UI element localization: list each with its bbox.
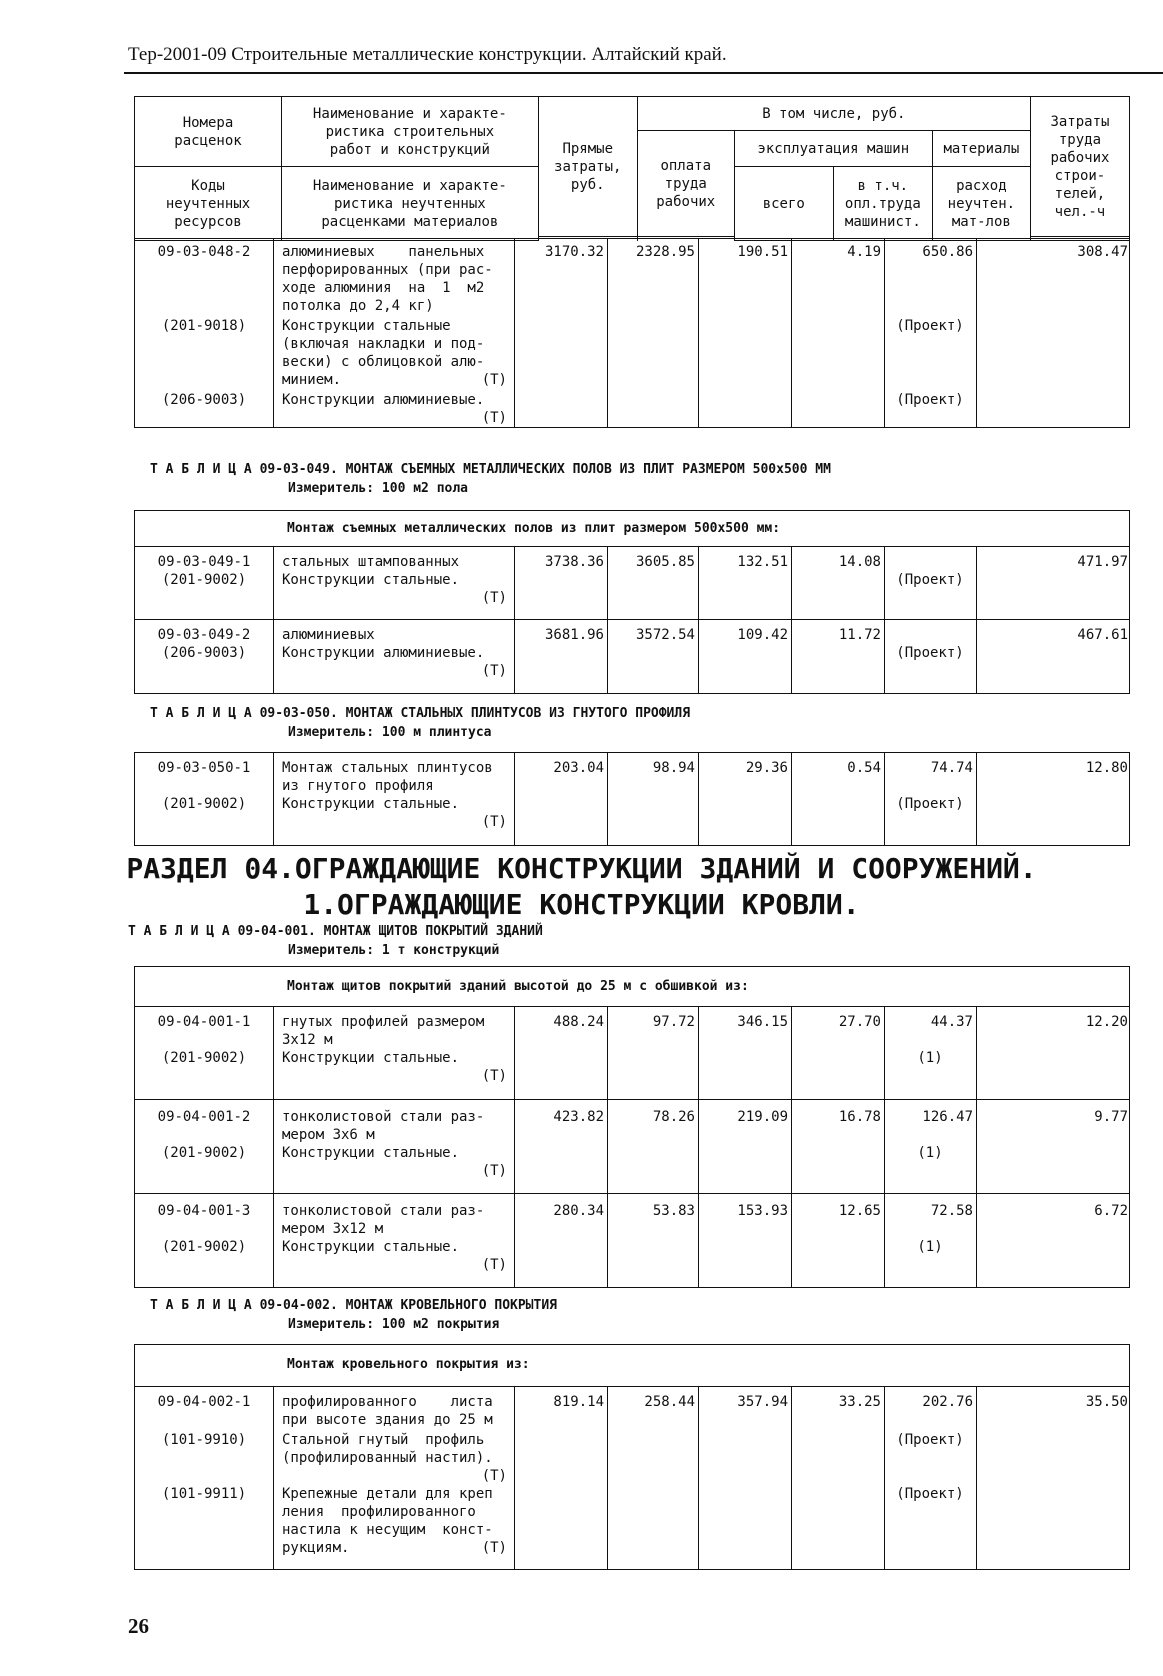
table-title: Т А Б Л И Ц А 09-03-049. МОНТАЖ СЪЕМНЫХ МЕТАЛЛИЧЕСКИХ ПОЛОВ ИЗ ПЛИТ РАЗМЕРОМ 500х500 ММ xyxy=(150,462,831,477)
materials-note: (Проект) xyxy=(896,572,964,588)
resource-desc: минием. xyxy=(282,372,342,388)
resource-desc: настила к несущим конст- xyxy=(282,1522,493,1538)
header-labor-payment: оплата труда рабочих xyxy=(637,131,734,237)
direct-costs: 3738.36 xyxy=(544,554,604,570)
machines-total: 29.36 xyxy=(745,760,788,776)
work-desc: алюминиевых панельных xyxy=(282,244,485,260)
labor-hours: 467.61 xyxy=(1077,627,1128,643)
type-mark: (Т) xyxy=(481,1068,507,1084)
resource-desc: Стальной гнутый профиль xyxy=(282,1432,485,1448)
table-row-09-04-001-2 xyxy=(134,1100,1130,1194)
resource-code: (201-9002) xyxy=(161,796,247,812)
header-material-name: Наименование и характе- ристика неучтенных расценками материалов xyxy=(282,167,539,241)
operator-labor: 0.54 xyxy=(847,760,881,776)
table-title: Т А Б Л И Ц А 09-04-001. МОНТАЖ ЩИТОВ ПОКРЫТИЙ ЗДАНИЙ xyxy=(128,924,543,939)
running-header: Тер-2001-09 Строительные металлические конструкции. Алтайский край. xyxy=(128,44,727,65)
work-desc: из гнутого профиля xyxy=(282,778,434,794)
rate-code: 09-03-048-2 xyxy=(157,244,251,260)
header-including: В том числе, руб. xyxy=(637,97,1030,131)
labor-hours: 12.20 xyxy=(1085,1014,1128,1030)
header-direct-costs: Прямые затраты, руб. xyxy=(538,97,637,237)
resource-code: (201-9018) xyxy=(161,318,247,334)
resource-code: (206-9003) xyxy=(161,392,247,408)
table-title: Т А Б Л И Ц А 09-04-002. МОНТАЖ КРОВЕЛЬНОГО ПОКРЫТИЯ xyxy=(150,1298,557,1313)
table-title: Т А Б Л И Ц А 09-03-050. МОНТАЖ СТАЛЬНЫХ ПЛИНТУСОВ ИЗ ГНУТОГО ПРОФИЛЯ xyxy=(150,706,691,721)
table-row-09-03-049-1 xyxy=(134,546,1130,620)
rate-code: 09-04-001-3 xyxy=(157,1203,251,1219)
operator-labor: 27.70 xyxy=(838,1014,881,1030)
resource-code: (201-9002) xyxy=(161,572,247,588)
table-row-09-04-001-3 xyxy=(134,1194,1130,1288)
resource-code: (206-9003) xyxy=(161,645,247,661)
work-desc: 3х12 м xyxy=(282,1032,333,1048)
type-mark: (Т) xyxy=(481,1163,507,1179)
type-mark: (Т) xyxy=(481,663,507,679)
resource-desc: вески) с облицовкой алю- xyxy=(282,354,485,370)
machines-total: 153.93 xyxy=(737,1203,788,1219)
resource-desc: Конструкции алюминиевые. xyxy=(282,645,485,661)
subheading-text: Монтаж кровельного покрытия из: xyxy=(287,1357,530,1372)
labor-payment: 3605.85 xyxy=(635,554,695,570)
materials-note: (Проект) xyxy=(896,796,964,812)
table-measure: Измеритель: 1 т конструкций xyxy=(288,943,500,958)
machines-total: 132.51 xyxy=(737,554,788,570)
materials-note: (Проект) xyxy=(896,318,964,334)
materials: 74.74 xyxy=(930,760,973,776)
materials-note: (Проект) xyxy=(896,392,964,408)
header-work-name: Наименование и характе- ристика строительных работ и конструкций xyxy=(282,97,539,167)
resource-code: (201-9002) xyxy=(161,1145,247,1161)
table-measure: Измеритель: 100 м2 пола xyxy=(288,481,469,496)
labor-payment: 2328.95 xyxy=(635,244,695,260)
operator-labor: 16.78 xyxy=(838,1109,881,1125)
materials-note: (Проект) xyxy=(896,645,964,661)
header-machine-operation: эксплуатация машин xyxy=(734,131,932,167)
resource-code: (201-9002) xyxy=(161,1239,247,1255)
table-measure: Измеритель: 100 м2 покрытия xyxy=(288,1317,500,1332)
work-desc: потолка до 2,4 кг) xyxy=(282,298,434,314)
type-mark: (Т) xyxy=(481,372,507,388)
resource-desc: (профилированный настил). xyxy=(282,1450,493,1466)
header-resource-codes: Коды неучтенных ресурсов xyxy=(135,167,282,241)
work-desc: тонколистовой стали раз- xyxy=(282,1109,485,1125)
subheading-text: Монтаж щитов покрытий зданий высотой до 25 м с обшивкой из: xyxy=(287,979,749,994)
table-measure: Измеритель: 100 м плинтуса xyxy=(288,725,492,740)
header-rate-numbers: Номера расценок xyxy=(135,97,282,167)
machines-total: 357.94 xyxy=(737,1394,788,1410)
work-desc: мером 3х6 м xyxy=(282,1127,375,1143)
materials-note: (1) xyxy=(917,1050,943,1066)
resource-desc: ления профилированного xyxy=(282,1504,476,1520)
header-materials: материалы xyxy=(932,131,1030,167)
header-labor-costs: Затраты труда рабочих строи- телей, чел.-ч xyxy=(1030,97,1129,237)
operator-labor: 33.25 xyxy=(838,1394,881,1410)
operator-labor: 4.19 xyxy=(847,244,881,260)
rate-code: 09-03-049-2 xyxy=(157,627,251,643)
rate-code: 09-03-050-1 xyxy=(157,760,251,776)
header-operator-labor: в т.ч. опл.труда машинист. xyxy=(833,167,932,241)
rate-code: 09-04-001-2 xyxy=(157,1109,251,1125)
machines-total: 219.09 xyxy=(737,1109,788,1125)
resource-desc: Конструкции стальные. xyxy=(282,1145,460,1161)
work-desc: ходе алюминия на 1 м2 xyxy=(282,280,485,296)
direct-costs: 819.14 xyxy=(553,1394,604,1410)
resource-code: (201-9002) xyxy=(161,1050,247,1066)
work-desc: стальных штампованных xyxy=(282,554,460,570)
header-machines-total: всего xyxy=(734,167,833,241)
labor-hours: 35.50 xyxy=(1085,1394,1128,1410)
type-mark: (Т) xyxy=(481,410,507,426)
materials: 650.86 xyxy=(922,244,973,260)
table-column-header-lower xyxy=(134,166,1130,241)
table-row-09-04-002-1 xyxy=(134,1386,1130,1570)
table-subheading xyxy=(134,1344,1130,1386)
resource-desc: Конструкции стальные. xyxy=(282,1239,460,1255)
work-desc: при высоте здания до 25 м xyxy=(282,1412,493,1428)
section-subtitle: 1.ОГРАЖДАЮЩИЕ КОНСТРУКЦИИ КРОВЛИ. xyxy=(303,888,860,921)
work-desc: тонколистовой стали раз- xyxy=(282,1203,485,1219)
type-mark: (Т) xyxy=(481,814,507,830)
rate-code: 09-04-002-1 xyxy=(157,1394,251,1410)
resource-desc: Конструкции стальные. xyxy=(282,796,460,812)
machines-total: 346.15 xyxy=(737,1014,788,1030)
labor-payment: 53.83 xyxy=(652,1203,695,1219)
labor-hours: 9.77 xyxy=(1094,1109,1128,1125)
direct-costs: 3170.32 xyxy=(544,244,604,260)
resource-desc: рукциям. xyxy=(282,1540,350,1556)
operator-labor: 14.08 xyxy=(838,554,881,570)
machines-total: 109.42 xyxy=(737,627,788,643)
direct-costs: 423.82 xyxy=(553,1109,604,1125)
resource-desc: Конструкции алюминиевые. xyxy=(282,392,485,408)
materials: 202.76 xyxy=(922,1394,973,1410)
header-rule xyxy=(124,72,1163,74)
labor-hours: 12.80 xyxy=(1085,760,1128,776)
resource-code: (101-9910) xyxy=(161,1432,247,1448)
labor-payment: 3572.54 xyxy=(635,627,695,643)
labor-payment: 78.26 xyxy=(652,1109,695,1125)
machines-total: 190.51 xyxy=(737,244,788,260)
page-number: 26 xyxy=(128,1614,149,1638)
direct-costs: 488.24 xyxy=(553,1014,604,1030)
labor-hours: 471.97 xyxy=(1077,554,1128,570)
materials-note: (Проект) xyxy=(896,1432,964,1448)
labor-payment: 97.72 xyxy=(652,1014,695,1030)
direct-costs: 203.04 xyxy=(553,760,604,776)
materials-note: (1) xyxy=(917,1239,943,1255)
work-desc: алюминиевых xyxy=(282,627,375,643)
resource-desc: Крепежные детали для креп xyxy=(282,1486,493,1502)
labor-hours: 6.72 xyxy=(1094,1203,1128,1219)
type-mark: (Т) xyxy=(481,1468,507,1484)
labor-payment: 258.44 xyxy=(644,1394,695,1410)
materials: 72.58 xyxy=(930,1203,973,1219)
header-materials-unaccounted: расход неучтен. мат-лов xyxy=(932,167,1030,241)
type-mark: (Т) xyxy=(481,1257,507,1273)
labor-hours: 308.47 xyxy=(1077,244,1128,260)
resource-code: (101-9911) xyxy=(161,1486,247,1502)
table-row-09-04-001-1 xyxy=(134,1006,1130,1100)
resource-desc: Конструкции стальные. xyxy=(282,572,460,588)
resource-desc: Конструкции стальные. xyxy=(282,1050,460,1066)
operator-labor: 12.65 xyxy=(838,1203,881,1219)
work-desc: профилированного листа xyxy=(282,1394,493,1410)
labor-payment: 98.94 xyxy=(652,760,695,776)
direct-costs: 3681.96 xyxy=(544,627,604,643)
work-desc: перфорированных (при рас- xyxy=(282,262,493,278)
resource-desc: Конструкции стальные xyxy=(282,318,451,334)
work-desc: гнутых профилей размером xyxy=(282,1014,485,1030)
rate-code: 09-03-049-1 xyxy=(157,554,251,570)
table-subheading xyxy=(134,966,1130,1006)
section-title: РАЗДЕЛ 04.ОГРАЖДАЮЩИЕ КОНСТРУКЦИИ ЗДАНИЙ И СООРУЖЕНИЙ. xyxy=(126,852,1037,885)
table-row-09-03-049-2 xyxy=(134,620,1130,694)
operator-labor: 11.72 xyxy=(838,627,881,643)
work-desc: Монтаж стальных плинтусов xyxy=(282,760,493,776)
table-row-09-03-048-2 xyxy=(134,238,1130,428)
resource-desc: (включая накладки и под- xyxy=(282,336,485,352)
table-subheading xyxy=(134,510,1130,546)
subheading-text: Монтаж съемных металлических полов из плит размером 500х500 мм: xyxy=(287,521,781,536)
materials: 126.47 xyxy=(922,1109,973,1125)
table-row-09-03-050-1 xyxy=(134,752,1130,846)
materials-note: (1) xyxy=(917,1145,943,1161)
type-mark: (Т) xyxy=(481,590,507,606)
materials-note: (Проект) xyxy=(896,1486,964,1502)
work-desc: мером 3х12 м xyxy=(282,1221,384,1237)
rate-code: 09-04-001-1 xyxy=(157,1014,251,1030)
materials: 44.37 xyxy=(930,1014,973,1030)
type-mark: (Т) xyxy=(481,1540,507,1556)
direct-costs: 280.34 xyxy=(553,1203,604,1219)
